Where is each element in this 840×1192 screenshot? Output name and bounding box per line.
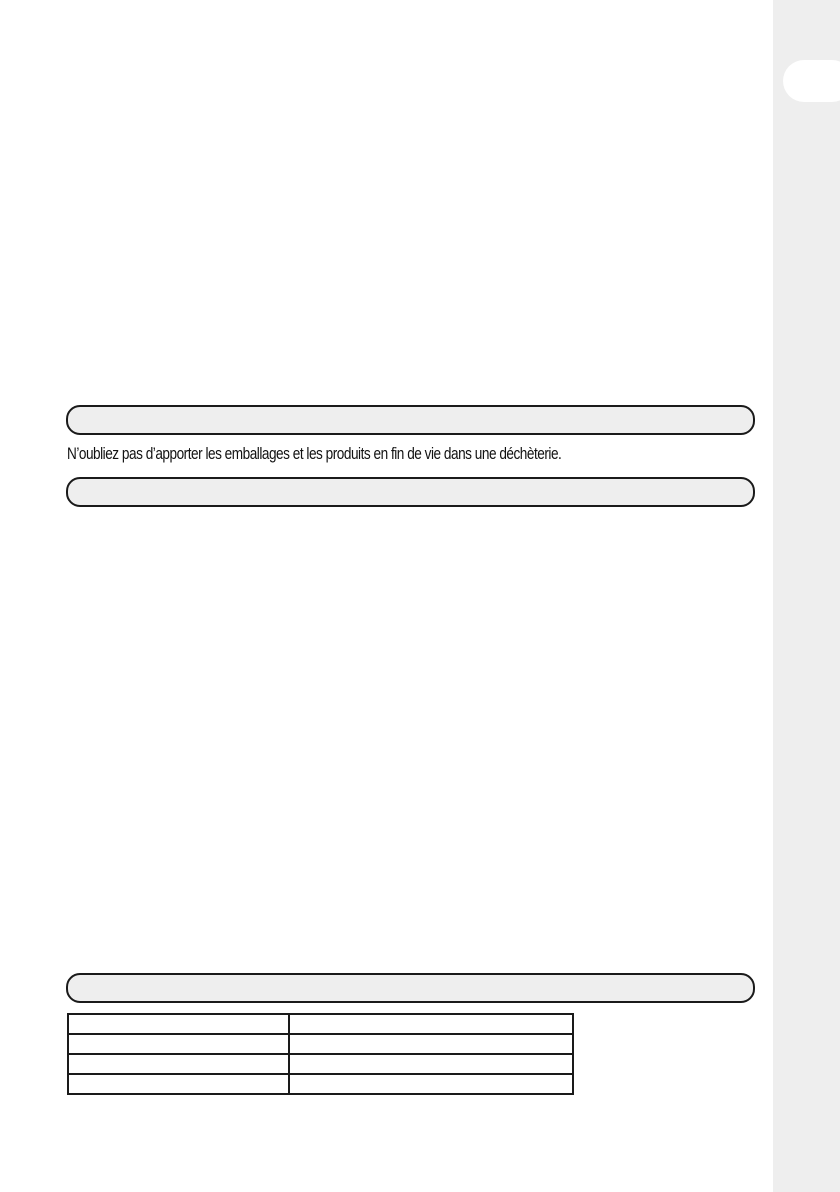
side-margin-strip [773,0,840,1192]
table-cell [68,1014,289,1034]
table-cell [68,1034,289,1054]
table-cell [289,1014,573,1034]
table-cell [289,1074,573,1094]
table-row [68,1054,573,1074]
table-cell [289,1054,573,1074]
table-row [68,1074,573,1094]
table-row [68,1034,573,1054]
recycling-notice: N’oubliez pas d’apporter les emballages et les produits en fin de vie dans une déchèterie. [67,444,562,463]
section-header-bar [66,477,755,507]
section-header-bar [66,973,755,1003]
table-cell [68,1074,289,1094]
section-header-bar [66,405,755,435]
spec-table [67,1013,574,1095]
language-tab [783,60,840,102]
table-row [68,1014,573,1034]
table-cell [68,1054,289,1074]
table-cell [289,1034,573,1054]
